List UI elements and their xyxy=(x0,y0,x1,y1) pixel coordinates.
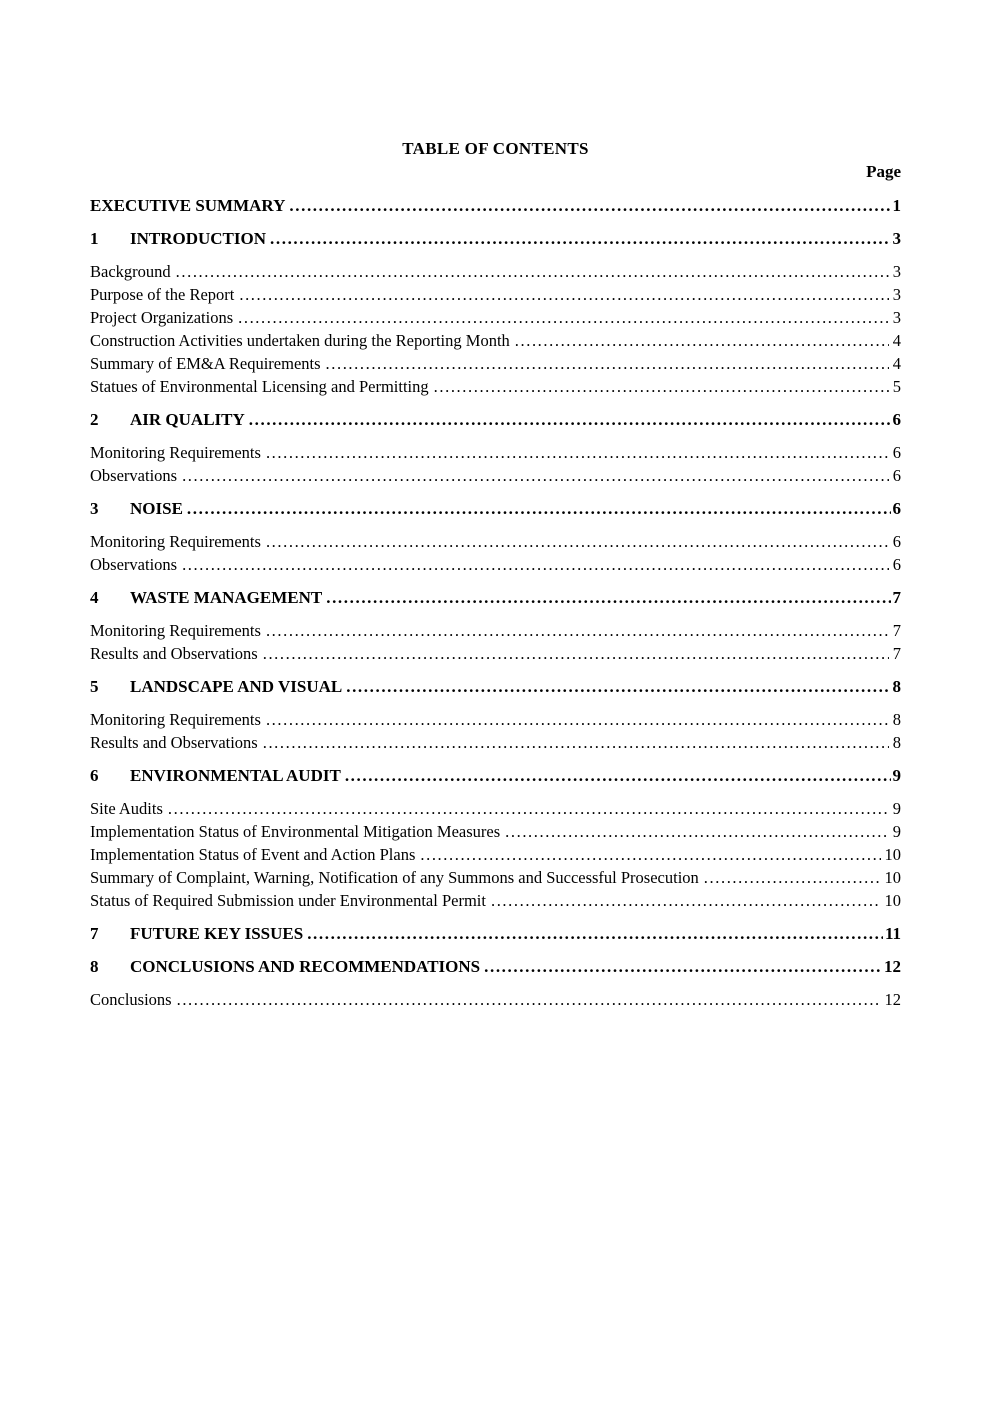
toc-sub-row xyxy=(90,843,901,866)
toc-entry-page: 10 xyxy=(884,868,901,887)
toc-entry-page: 8 xyxy=(892,677,901,696)
page-column-label: Page xyxy=(866,162,901,181)
toc-entry-label: AIR QUALITY xyxy=(130,410,245,429)
toc-dot-leader xyxy=(239,283,888,306)
toc-entry-number: 8 xyxy=(90,957,99,976)
page-title: TABLE OF CONTENTS xyxy=(402,139,589,158)
toc-entry-page: 6 xyxy=(892,555,901,574)
toc-dot-leader xyxy=(420,843,880,866)
toc-entry-page: 6 xyxy=(892,532,901,551)
toc-entry-page: 7 xyxy=(892,588,901,607)
toc-entry-label: Summary of Complaint, Warning, Notification of any Summons and Successful Prosecution xyxy=(90,868,699,887)
toc-list xyxy=(90,194,901,1011)
toc-entry-label: LANDSCAPE AND VISUAL xyxy=(130,677,343,696)
toc-dot-leader xyxy=(326,352,889,375)
toc-heading-row xyxy=(90,955,901,978)
toc-entry-label: Background xyxy=(90,262,171,281)
toc-dot-leader xyxy=(249,408,891,431)
toc-entry-page: 4 xyxy=(892,354,901,373)
toc-sub-row xyxy=(90,797,901,820)
toc-sub-row xyxy=(90,375,901,398)
toc-dot-leader xyxy=(266,619,889,642)
toc-entry-label: ENVIRONMENTAL AUDIT xyxy=(130,766,341,785)
toc-entry-label: Construction Activities undertaken during the Reporting Month xyxy=(90,331,510,350)
toc-entry-label: Summary of EM&A Requirements xyxy=(90,354,321,373)
toc-dot-leader xyxy=(484,955,882,978)
toc-entry-page: 6 xyxy=(892,499,901,518)
toc-sub-row xyxy=(90,988,901,1011)
toc-sub-row xyxy=(90,889,901,912)
toc-entry-page: 7 xyxy=(892,621,901,640)
toc-heading-row xyxy=(90,922,901,945)
toc-entry-page: 7 xyxy=(892,644,901,663)
toc-entry-number: 4 xyxy=(90,588,99,607)
toc-entry-label: CONCLUSIONS AND RECOMMENDATIONS xyxy=(130,957,481,976)
toc-entry-page: 9 xyxy=(892,766,901,785)
toc-dot-leader xyxy=(346,675,890,698)
toc-dot-leader xyxy=(263,731,889,754)
toc-entry-page: 8 xyxy=(892,710,901,729)
toc-entry-page: 3 xyxy=(892,229,901,248)
toc-heading-row xyxy=(90,586,901,609)
toc-entry-page: 9 xyxy=(892,822,901,841)
toc-sub-row xyxy=(90,820,901,843)
toc-entry-label: Monitoring Requirements xyxy=(90,532,261,551)
toc-heading-row xyxy=(90,764,901,787)
toc-entry-label: FUTURE KEY ISSUES xyxy=(130,924,304,943)
toc-entry-page: 6 xyxy=(892,466,901,485)
toc-entry-page: 11 xyxy=(884,924,901,943)
toc-dot-leader xyxy=(345,764,891,787)
toc-dot-leader xyxy=(168,797,889,820)
toc-entry-page: 1 xyxy=(892,196,901,215)
toc-dot-leader xyxy=(182,464,889,487)
toc-sub-row xyxy=(90,306,901,329)
toc-heading-row xyxy=(90,497,901,520)
toc-entry-label: Statues of Environmental Licensing and Permitting xyxy=(90,377,429,396)
toc-dot-leader xyxy=(515,329,889,352)
toc-entry-number: 7 xyxy=(90,924,99,943)
toc-sub-row xyxy=(90,283,901,306)
toc-entry-page: 10 xyxy=(884,891,901,910)
toc-entry-label: Monitoring Requirements xyxy=(90,443,261,462)
toc-sub-row xyxy=(90,708,901,731)
toc-entry-label: NOISE xyxy=(130,499,183,518)
toc-sub-row xyxy=(90,260,901,283)
toc-sub-row xyxy=(90,464,901,487)
toc-dot-leader xyxy=(326,586,890,609)
toc-entry-page: 10 xyxy=(884,845,901,864)
toc-entry-label: Purpose of the Report xyxy=(90,285,235,304)
toc-entry-label: Implementation Status of Event and Action Plans xyxy=(90,845,416,864)
toc-dot-leader xyxy=(263,642,889,665)
toc-entry-number: 1 xyxy=(90,229,99,248)
toc-dot-leader xyxy=(505,820,889,843)
toc-dot-leader xyxy=(176,260,889,283)
toc-dot-leader xyxy=(182,553,889,576)
toc-dot-leader xyxy=(266,441,889,464)
toc-sub-row xyxy=(90,642,901,665)
toc-entry-label: Observations xyxy=(90,466,178,485)
toc-sub-row xyxy=(90,731,901,754)
toc-entry-label: Conclusions xyxy=(90,990,172,1009)
toc-entry-page: 12 xyxy=(884,957,901,976)
toc-sub-row xyxy=(90,329,901,352)
toc-entry-label: Status of Required Submission under Environmental Permit xyxy=(90,891,486,910)
toc-dot-leader xyxy=(266,708,889,731)
toc-entry-label: Results and Observations xyxy=(90,644,258,663)
toc-entry-label: Monitoring Requirements xyxy=(90,710,261,729)
toc-heading-row xyxy=(90,227,901,250)
toc-entry-label: Implementation Status of Environmental Mitigation Measures xyxy=(90,822,501,841)
toc-heading-row xyxy=(90,194,901,217)
toc-sub-row xyxy=(90,619,901,642)
toc-dot-leader xyxy=(491,889,881,912)
toc-entry-label: Monitoring Requirements xyxy=(90,621,261,640)
toc-entry-label: Project Organizations xyxy=(90,308,234,327)
toc-sub-row xyxy=(90,441,901,464)
toc-entry-page: 6 xyxy=(892,443,901,462)
toc-entry-page: 3 xyxy=(892,308,901,327)
toc-sub-row xyxy=(90,866,901,889)
toc-dot-leader xyxy=(238,306,889,329)
toc-entry-page: 5 xyxy=(892,377,901,396)
toc-dot-leader xyxy=(266,530,889,553)
toc-entry-page: 3 xyxy=(892,285,901,304)
toc-dot-leader xyxy=(289,194,890,217)
toc-dot-leader xyxy=(434,375,889,398)
toc-entry-page: 4 xyxy=(892,331,901,350)
toc-entry-number: 2 xyxy=(90,410,99,429)
toc-entry-page: 8 xyxy=(892,733,901,752)
toc-sub-row xyxy=(90,553,901,576)
toc-entry-label: Site Audits xyxy=(90,799,163,818)
toc-dot-leader xyxy=(177,988,881,1011)
toc-dot-leader xyxy=(307,922,883,945)
toc-entry-page: 3 xyxy=(892,262,901,281)
toc-entry-label: Results and Observations xyxy=(90,733,258,752)
toc-sub-row xyxy=(90,530,901,553)
toc-heading-row xyxy=(90,675,901,698)
toc-entry-label: Observations xyxy=(90,555,178,574)
toc-sub-row xyxy=(90,352,901,375)
toc-entry-label: INTRODUCTION xyxy=(130,229,267,248)
toc-heading-row xyxy=(90,408,901,431)
toc-dot-leader xyxy=(704,866,881,889)
toc-entry-label: WASTE MANAGEMENT xyxy=(130,588,323,607)
toc-entry-number: 6 xyxy=(90,766,99,785)
toc-entry-page: 9 xyxy=(892,799,901,818)
toc-entry-page: 6 xyxy=(892,410,901,429)
toc-entry-label: EXECUTIVE SUMMARY xyxy=(90,196,286,215)
toc-dot-leader xyxy=(187,497,891,520)
toc-entry-page: 12 xyxy=(884,990,901,1009)
toc-entry-number: 5 xyxy=(90,677,99,696)
toc-entry-number: 3 xyxy=(90,499,99,518)
toc-dot-leader xyxy=(270,227,890,250)
